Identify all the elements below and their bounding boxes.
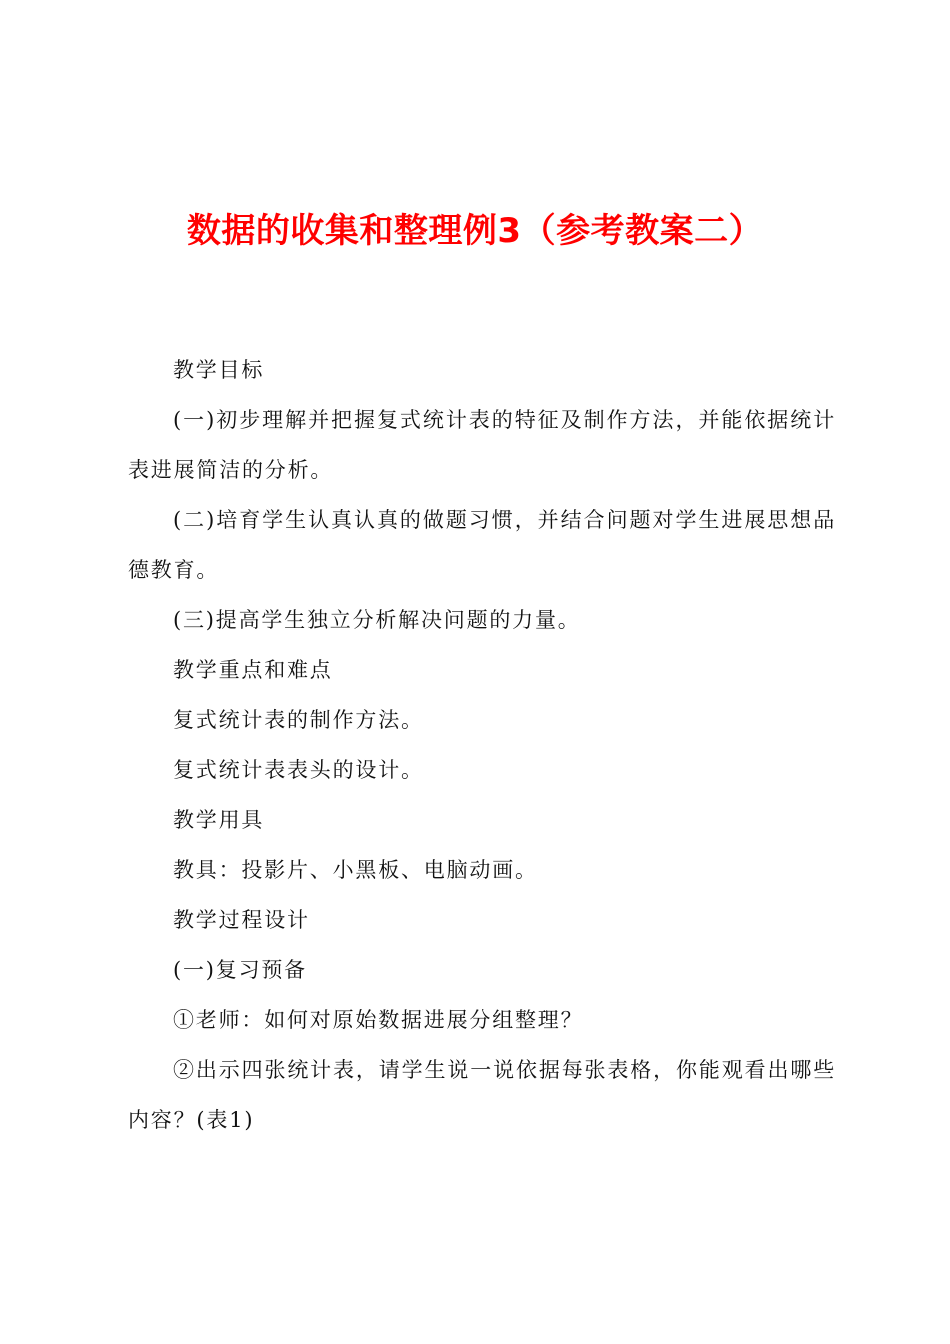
process-step-heading: (一)复习预备 (173, 958, 307, 982)
objective-2: (二)培育学生认真认真的做题习惯，并结合问题对学生进展思想品德教育。 (128, 508, 836, 582)
process-item-2: ②出示四张统计表，请学生说一说依据每张表格，你能观看出哪些内容？(表1) (128, 1058, 836, 1132)
objective-1: (一)初步理解并把握复式统计表的特征及制作方法，并能依据统计表进展简洁的分析。 (128, 408, 836, 482)
section-heading-objectives: 教学目标 (173, 358, 265, 382)
document-body (128, 345, 836, 1145)
process-item-1: ①老师：如何对原始数据进展分组整理？ (173, 1008, 584, 1032)
section-heading-key-points: 教学重点和难点 (173, 658, 333, 682)
objective-3: (三)提高学生独立分析解决问题的力量。 (173, 608, 581, 632)
section-heading-process: 教学过程设计 (173, 908, 310, 932)
tools-list: 教具：投影片、小黑板、电脑动画。 (173, 858, 538, 882)
section-heading-tools: 教学用具 (173, 808, 265, 832)
key-point-1: 复式统计表的制作方法。 (173, 708, 424, 732)
key-point-2: 复式统计表表头的设计。 (173, 758, 424, 782)
document-title: 数据的收集和整理例3（参考教案二） (186, 211, 764, 251)
